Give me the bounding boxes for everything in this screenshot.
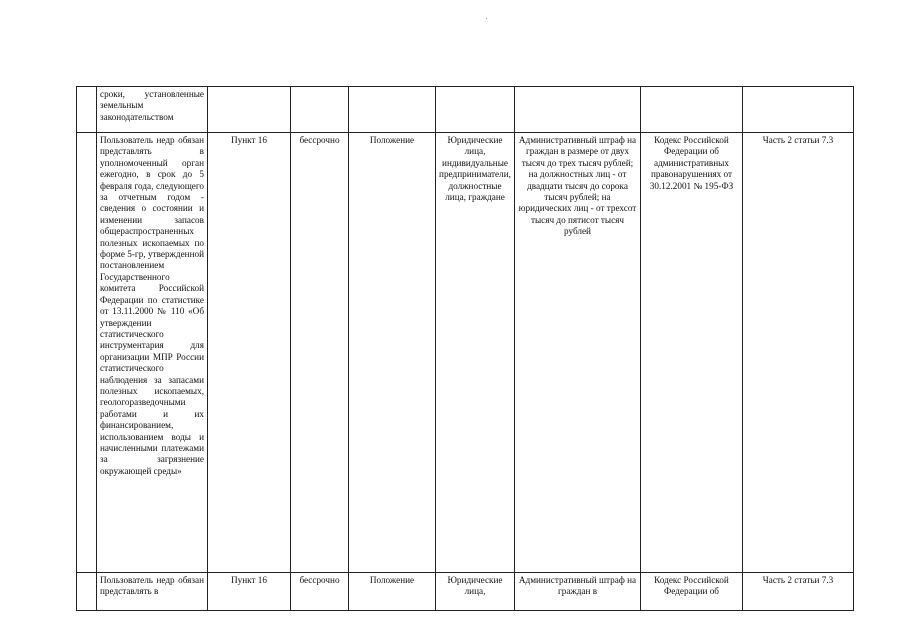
- structural-unit-cell: Пункт 16: [208, 133, 291, 573]
- code-reference-cell: [641, 87, 743, 133]
- row-number-cell: [77, 87, 97, 133]
- liability-cell: Административный штраф на граждан в: [515, 573, 641, 611]
- table-row: [77, 573, 854, 611]
- validity-term-cell: бессрочно: [291, 133, 349, 573]
- liability-cell: Административный штраф на граждан в размере от двух тысяч до трех тысяч рублей; на должностных лиц - от двадцати тысяч до сорока тысяч рублей; на юридических лиц - от трехсот тысяч до пятисот тысяч рублей: [515, 133, 641, 573]
- validity-term-cell: бессрочно: [291, 573, 349, 611]
- requirement-description: Пользователь недр обязан представлять в уполномоченный орган ежегодно, в срок до 5 февраля года, следующего за отчетным годом - сведения о состоянии и изменении запасов общераспространенных полезных ископаемых по форме 5-гр, утвержденной постановлением Государственного комитета Российской Федерации по статистике от 13.11.2000 № 110 «Об утверждении статистического инструментария для организации МПР России статистического наблюдения за запасами полезных ископаемых, геологоразведочными работами и их финансированием, использованием воды и начисленными платежами за загрязнение окружающей среды»: [97, 133, 208, 573]
- act-type-cell: Положение: [349, 133, 436, 573]
- table-row: [77, 133, 854, 573]
- validity-term-cell: [291, 87, 349, 133]
- article-cell: Часть 2 статьи 7.3: [743, 573, 854, 611]
- table-row: [77, 87, 854, 133]
- structural-unit-cell: Пункт 16: [208, 573, 291, 611]
- subjects-cell: [436, 87, 515, 133]
- liability-cell: [515, 87, 641, 133]
- structural-unit-cell: [208, 87, 291, 133]
- row-number-cell: [77, 133, 97, 573]
- scan-speck: [486, 18, 487, 19]
- subjects-cell: Юридические лица,: [436, 573, 515, 611]
- article-cell: Часть 2 статьи 7.3: [743, 133, 854, 573]
- act-type-cell: Положение: [349, 573, 436, 611]
- code-reference-cell: Кодекс Российской Федерации об административных правонарушениях от 30.12.2001 № 195-ФЗ: [641, 133, 743, 573]
- requirements-table: [76, 86, 854, 611]
- row-number-cell: [77, 573, 97, 611]
- requirement-description: Пользователь недр обязан представлять в: [97, 573, 208, 611]
- act-type-cell: [349, 87, 436, 133]
- code-reference-cell: Кодекс Российской Федерации об: [641, 573, 743, 611]
- article-cell: [743, 87, 854, 133]
- subjects-cell: Юридические лица, индивидуальные предприниматели, должностные лица, граждане: [436, 133, 515, 573]
- requirement-description: сроки, установленные земельным законодательством: [97, 87, 208, 133]
